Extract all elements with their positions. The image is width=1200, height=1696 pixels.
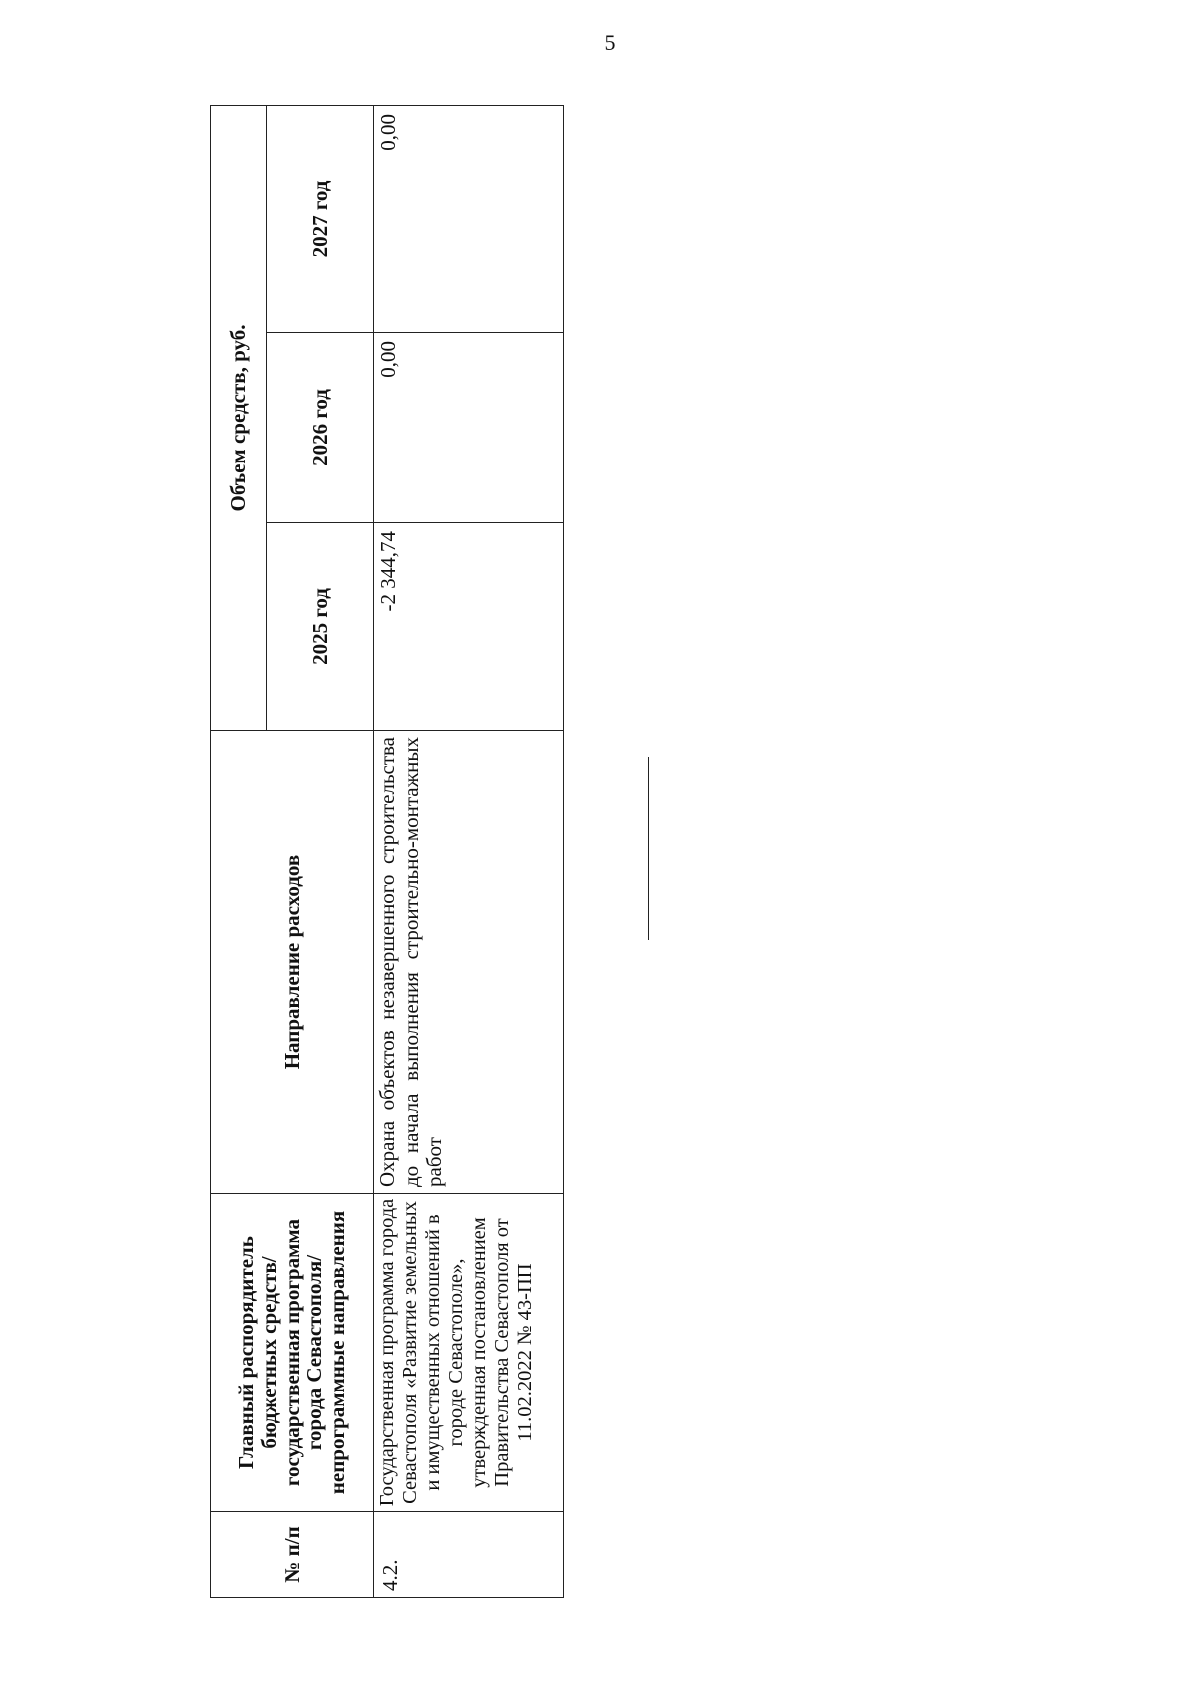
header-year-2027: 2027 год — [267, 105, 374, 332]
row-grbs: Государственная программа города Севастополя «Развитие земельных и имущественных отношений в городе Севастополе», утвержденная постановлением Правительства Севастополя от 11.02.2022 № 43-ПП — [374, 1194, 564, 1512]
header-year-2026: 2026 год — [267, 333, 374, 523]
header-grbs: Главный распорядитель бюджетных средств/государственная программа города Севастополя/непрограммные направления — [211, 1194, 374, 1512]
budget-table-container — [210, 106, 563, 1598]
row-direction: Охрана объектов незавершенного строительства до начала выполнения строительно-монтажных работ — [374, 731, 564, 1194]
header-volume: Объем средств, руб. — [211, 105, 267, 730]
row-value-2025: -2 344,74 — [374, 523, 564, 731]
budget-table-rotated — [210, 106, 563, 1598]
header-year-2025: 2025 год — [267, 523, 374, 731]
header-direction: Направление расходов — [211, 731, 374, 1194]
table-header-row — [211, 105, 267, 1597]
table-row — [374, 105, 564, 1597]
budget-table — [210, 105, 564, 1598]
page-number: 5 — [604, 30, 616, 55]
row-value-2027: 0,00 — [374, 105, 564, 332]
row-num: 4.2. — [374, 1512, 564, 1598]
row-value-2026: 0,00 — [374, 333, 564, 523]
end-divider-line — [648, 757, 649, 940]
header-num: № п/п — [211, 1512, 374, 1598]
